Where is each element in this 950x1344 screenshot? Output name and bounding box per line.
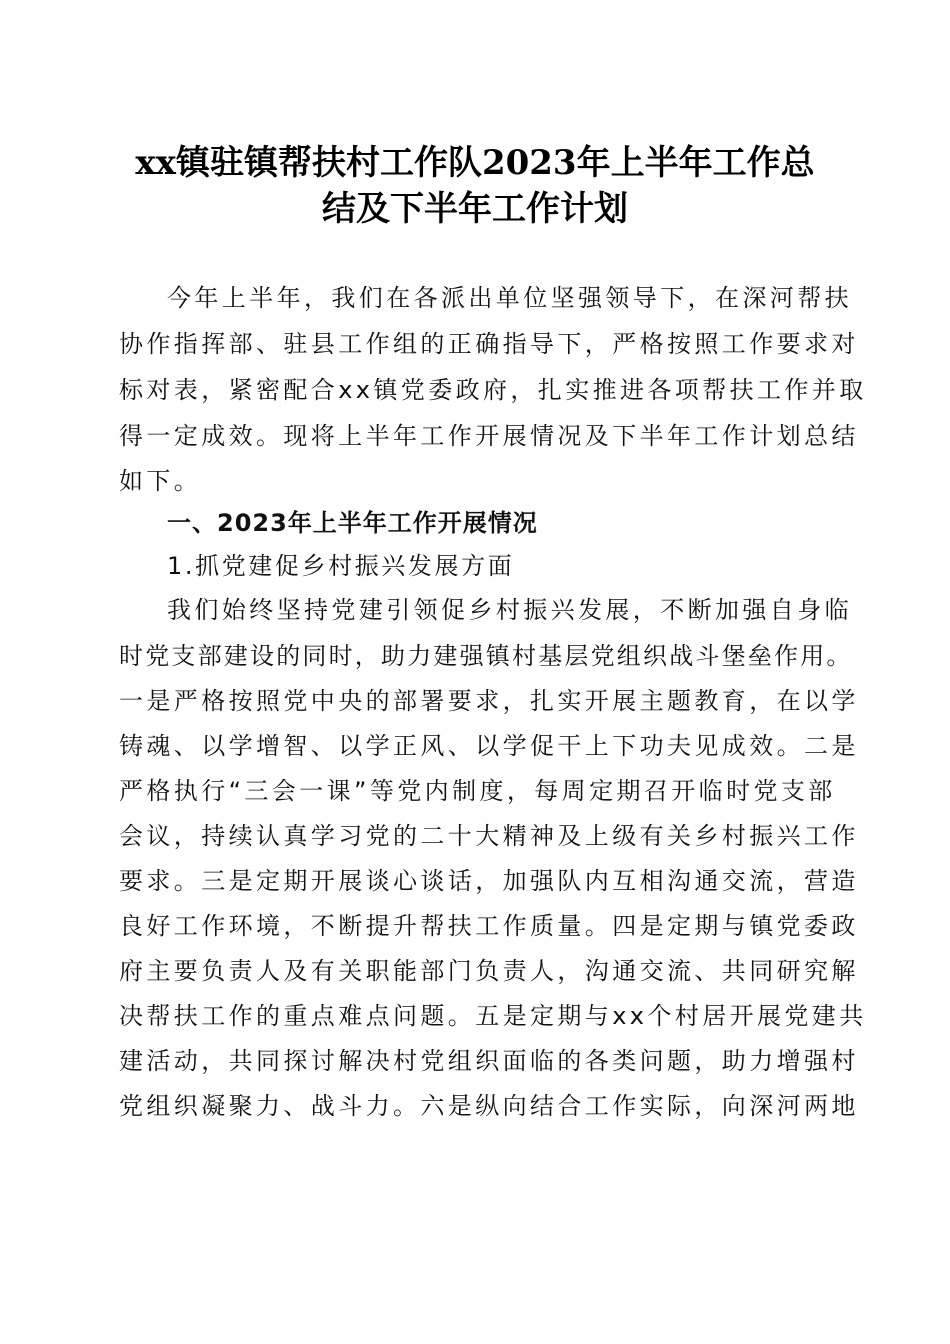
body-line: 决帮扶工作的重点难点问题。五是定期与xx个村居开展党建共 xyxy=(119,1002,867,1030)
subsection-heading: 1.抓党建促乡村振兴发展方面 xyxy=(167,552,515,580)
body-line: 我们始终坚持党建引领促乡村振兴发展，不断加强自身临 xyxy=(167,596,852,624)
body-line: 会议，持续认真学习党的二十大精神及上级有关乡村振兴工作 xyxy=(119,822,859,850)
intro-line: 协作指挥部、驻县工作组的正确指导下，严格按照工作要求对 xyxy=(119,330,859,358)
section-heading: 一、2023年上半年工作开展情况 xyxy=(167,509,538,537)
document-title-line-1: xx镇驻镇帮扶村工作队2023年上半年工作总 xyxy=(135,143,815,183)
body-line: 时党支部建设的同时，助力建强镇村基层党组织战斗堡垒作用。 xyxy=(119,642,853,670)
body-line: 一是严格按照党中央的部署要求，扎实开展主题教育，在以学 xyxy=(119,687,859,715)
intro-line: 标对表，紧密配合xx镇党委政府，扎实推进各项帮扶工作并取 xyxy=(119,376,867,404)
intro-line: 如下。 xyxy=(119,467,202,495)
body-line: 要求。三是定期开展谈心谈话，加强队内互相沟通交流，营造 xyxy=(119,867,859,895)
body-line: 铸魂、以学增智、以学正风、以学促干上下功夫见成效。二是 xyxy=(119,732,859,760)
body-line: 严格执行“三会一课”等党内制度，每周定期召开临时党支部 xyxy=(119,777,836,805)
body-line: 党组织凝聚力、战斗力。六是纵向结合工作实际，向深河两地 xyxy=(119,1092,859,1120)
document-title-line-2: 结及下半年工作计划 xyxy=(322,189,628,229)
intro-line: 得一定成效。现将上半年工作开展情况及下半年工作计划总结 xyxy=(119,422,859,450)
body-line: 良好工作环境，不断提升帮扶工作质量。四是定期与镇党委政 xyxy=(119,912,859,940)
body-line: 建活动，共同探讨解决村党组织面临的各类问题，助力增强村 xyxy=(119,1047,859,1075)
intro-line: 今年上半年，我们在各派出单位坚强领导下，在深河帮扶 xyxy=(167,284,852,312)
body-line: 府主要负责人及有关职能部门负责人，沟通交流、共同研究解 xyxy=(119,957,859,985)
